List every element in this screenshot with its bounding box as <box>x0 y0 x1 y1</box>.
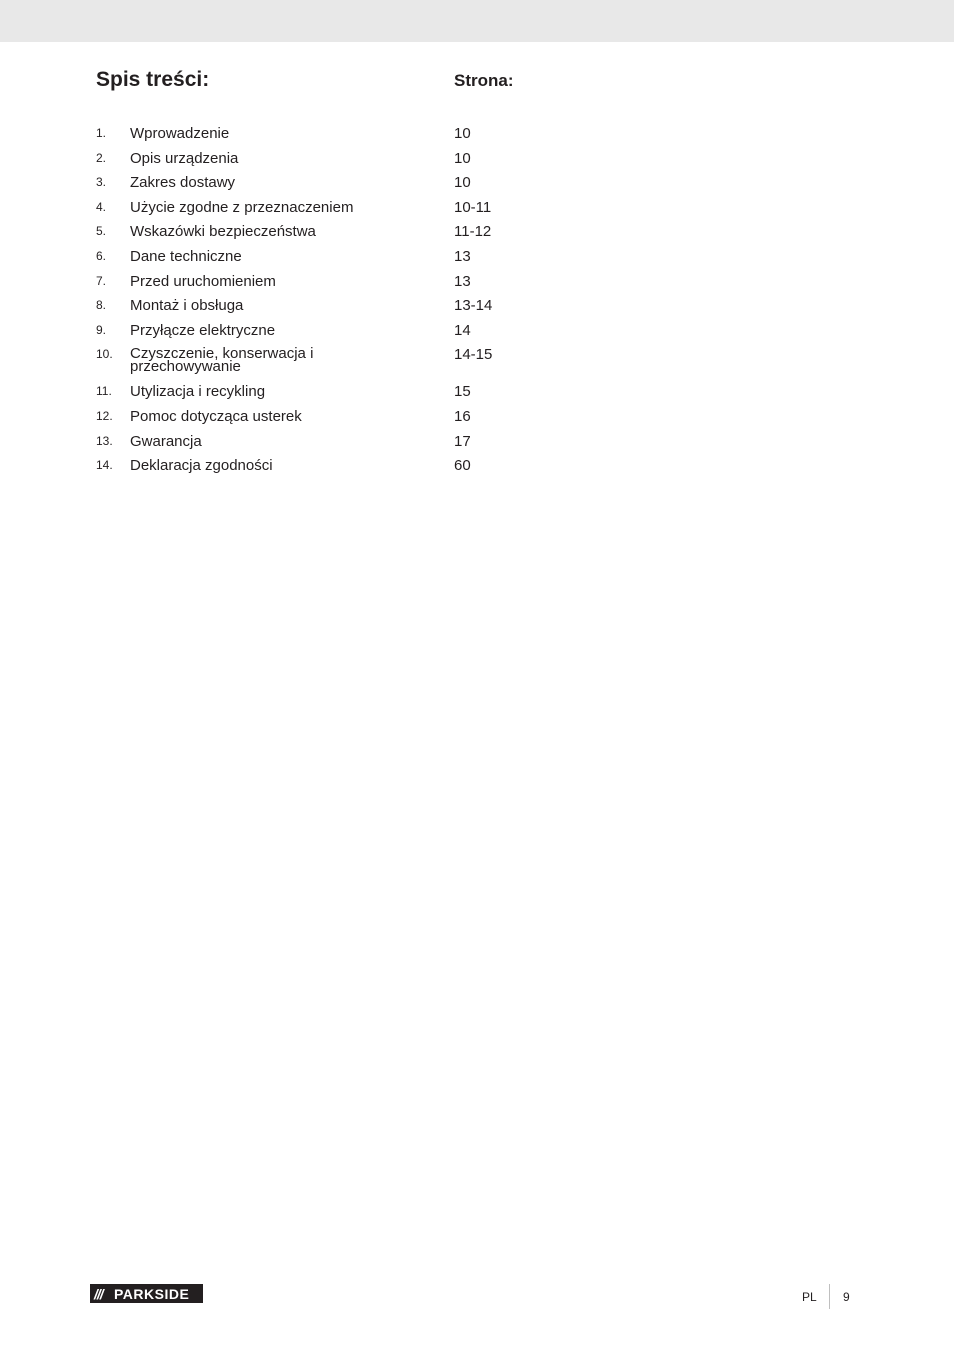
toc-page: 10-11 <box>454 198 492 216</box>
toc-page: 10 <box>454 174 471 192</box>
toc-row[interactable] <box>96 382 596 407</box>
toc-number: 13. <box>96 433 113 448</box>
toc-number: 14. <box>96 458 113 473</box>
toc-number: 8. <box>96 298 107 313</box>
toc-title: Wprowadzenie <box>130 125 230 142</box>
toc-page: 14-15 <box>454 346 493 364</box>
toc-title: Użycie zgodne z przeznaczeniem <box>130 198 354 216</box>
toc-page: 60 <box>454 457 471 475</box>
footer-divider <box>829 1284 830 1309</box>
toc-title: Deklaracja zgodności <box>130 457 273 475</box>
parkside-logo <box>90 1284 203 1303</box>
toc-row[interactable] <box>96 247 596 272</box>
toc-number: 4. <box>96 199 107 214</box>
toc-number: 10. <box>96 347 113 362</box>
table-of-contents <box>96 124 596 481</box>
footer-language: PL <box>802 1290 817 1304</box>
toc-number: 2. <box>96 150 107 165</box>
toc-row[interactable] <box>96 321 596 346</box>
toc-number: 3. <box>96 175 107 190</box>
toc-page: 17 <box>454 432 471 450</box>
toc-row[interactable] <box>96 124 596 149</box>
toc-page: 10 <box>454 149 471 167</box>
toc-number: 12. <box>96 408 113 423</box>
toc-page: 13 <box>454 272 471 290</box>
logo-text: PARKSIDE <box>114 1285 190 1302</box>
toc-row[interactable] <box>96 222 596 247</box>
toc-page: 15 <box>454 383 471 401</box>
toc-number: 7. <box>96 273 107 288</box>
toc-title: Dane techniczne <box>130 247 242 265</box>
toc-number: 5. <box>96 224 107 239</box>
toc-title: Czyszczenie, konserwacja i przechowywanie <box>130 345 314 376</box>
toc-page: 13 <box>454 247 471 265</box>
toc-number: 11. <box>96 384 112 399</box>
toc-title: Montaż i obsługa <box>130 297 244 315</box>
toc-page: 10 <box>454 125 471 142</box>
toc-title: Opis urządzenia <box>130 149 239 167</box>
toc-title: Zakres dostawy <box>130 174 236 192</box>
toc-page: 13-14 <box>454 297 493 315</box>
toc-title: Utylizacja i recykling <box>130 383 266 401</box>
toc-number: 9. <box>96 322 107 337</box>
page-column-header: Strona: <box>454 71 514 90</box>
toc-row[interactable] <box>96 149 596 174</box>
toc-number: 6. <box>96 248 107 263</box>
toc-title: Wskazówki bezpieczeństwa <box>130 223 316 241</box>
toc-row[interactable] <box>96 272 596 297</box>
toc-row[interactable] <box>96 198 596 223</box>
toc-number: 1. <box>96 126 107 140</box>
toc-page: 16 <box>454 407 471 425</box>
toc-title: Gwarancja <box>130 432 202 450</box>
toc-title: Przed uruchomieniem <box>130 272 276 290</box>
toc-page: 14 <box>454 321 471 339</box>
top-band <box>0 0 954 42</box>
toc-page: 11-12 <box>454 223 492 241</box>
toc-row[interactable] <box>96 345 596 382</box>
page-title: Spis treści: <box>96 68 210 91</box>
toc-row[interactable] <box>96 432 596 457</box>
toc-title: Pomoc dotycząca usterek <box>130 407 302 425</box>
toc-title: Przyłącze elektryczne <box>130 321 276 339</box>
logo-slashes-icon: /// <box>94 1285 103 1302</box>
toc-row[interactable] <box>96 296 596 321</box>
footer-page-number: 9 <box>843 1290 850 1304</box>
toc-row[interactable] <box>96 173 596 198</box>
toc-row[interactable] <box>96 407 596 432</box>
toc-row[interactable] <box>96 456 596 481</box>
